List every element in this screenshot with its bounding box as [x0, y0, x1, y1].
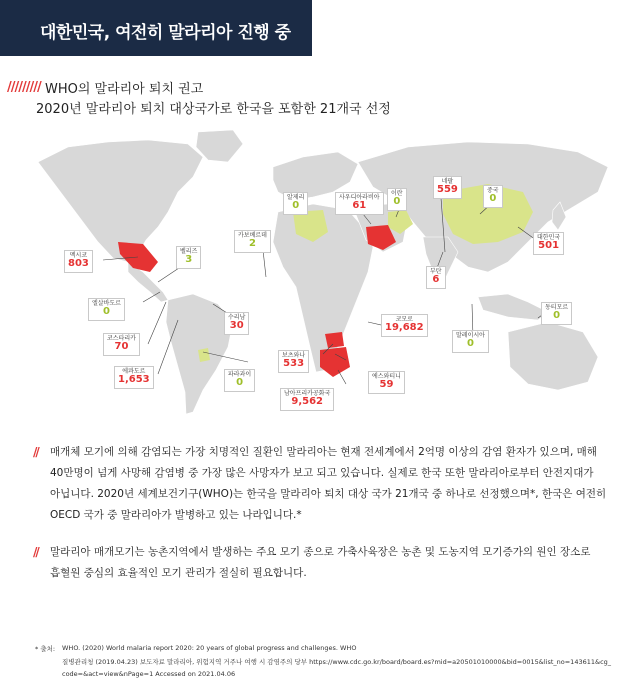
footnote-line1: WHO. (2020) World malaria report 2020: 20 years of global progress and challenges. WHO — [62, 644, 357, 652]
label-malaysia-value: 0 — [467, 338, 474, 350]
label-costa-rica — [103, 333, 140, 356]
label-timor-leste — [541, 302, 572, 325]
label-eswatini-value: 59 — [379, 379, 394, 391]
label-saudi-arabia-name: 사우디아라비아 — [339, 194, 380, 201]
label-costa-rica-value: 70 — [114, 341, 129, 353]
label-china-name: 중국 — [487, 187, 499, 194]
world-map — [28, 122, 618, 422]
label-botswana-value: 533 — [283, 358, 305, 370]
australia-shape — [508, 322, 598, 390]
label-nepal-value: 559 — [437, 184, 458, 196]
label-saudi-arabia — [335, 192, 384, 215]
para1 — [50, 442, 615, 526]
para1-line3: 아닙니다. 2020년 세계보건기구(WHO)는 한국을 말라리아 퇴치 대상 국가 21개국 중 하나로 선정했으며*, 한국은 여전히 — [50, 488, 607, 500]
label-malaysia — [452, 330, 489, 353]
label-comoros — [381, 314, 428, 337]
label-china-value: 0 — [489, 193, 497, 205]
label-mexico-name: 멕시코 — [69, 252, 88, 259]
footnote-label: * 출처: — [35, 645, 56, 653]
subtitle-line2: 2020년 말라리아 퇴치 대상국가로 한국을 포함한 21개국 선정 — [36, 102, 391, 117]
label-bhutan — [426, 266, 446, 289]
label-south-africa-name: 남아프리카공화국 — [284, 390, 331, 397]
label-korea-value: 501 — [538, 240, 560, 252]
sea-islands-shape — [478, 294, 548, 320]
subtitle-slashes: ///////// — [7, 80, 41, 95]
label-malaysia-name: 말레이시아 — [456, 332, 485, 339]
label-china — [483, 185, 503, 208]
label-comoros-name: 코모로 — [395, 316, 413, 323]
label-cabo-verde-name: 카보베르데 — [238, 232, 267, 239]
label-el-salvador-value: 0 — [103, 306, 110, 318]
label-belize — [176, 246, 201, 269]
label-iran — [387, 188, 407, 211]
label-timor-leste-value: 0 — [553, 310, 561, 322]
label-ecuador — [114, 366, 154, 389]
para2-mark: // — [33, 545, 38, 559]
para2-line2: 흡혈원 중심의 효율적인 모기 관리가 절실히 필요합니다. — [50, 567, 307, 579]
label-el-salvador — [88, 298, 125, 321]
paraguay-highlight — [198, 348, 210, 362]
label-el-salvador-name: 엘살바도르 — [92, 300, 121, 307]
label-nepal — [433, 176, 462, 199]
label-ecuador-value: 1,653 — [118, 374, 150, 386]
para1-line1: 매개체 모기에 의해 감염되는 가장 치명적인 질환인 말라리아는 현재 전세계에서 2억명 이상의 감염 환자가 있으며, 매해 — [50, 446, 597, 458]
label-cabo-verde — [234, 230, 271, 253]
label-south-africa — [280, 388, 334, 411]
header-title: 대한민국, 여전히 말라리아 진행 중 — [40, 23, 291, 43]
label-nepal-name: 네팔 — [441, 178, 454, 185]
para2 — [50, 542, 615, 584]
label-bhutan-value: 6 — [432, 274, 440, 286]
label-timor-leste-name: 동티모르 — [545, 304, 569, 311]
label-ecuador-name: 에콰도르 — [122, 368, 146, 375]
label-suriname — [224, 312, 249, 335]
label-bhutan-name: 부탄 — [430, 268, 442, 275]
footnote-line2: 질병관리청 (2019.04.23) 보도자료 말라리아, 위험지역 거주나 여행 시 감염주의 당부 https://www.cdc.go.kr/board/board.es?mid=a20501010000&bid=0015&list_no=143611&cg_ — [62, 658, 612, 666]
label-paraguay — [224, 369, 255, 392]
label-cabo-verde-value: 2 — [249, 238, 256, 250]
label-costa-rica-name: 코스타리카 — [107, 335, 136, 342]
label-suriname-value: 30 — [229, 320, 244, 332]
label-comoros-value: 19,682 — [385, 322, 424, 334]
label-algeria-value: 0 — [292, 200, 300, 212]
label-south-africa-value: 9,562 — [291, 396, 323, 408]
label-iran-value: 0 — [393, 196, 401, 208]
para1-mark: // — [33, 445, 38, 459]
label-belize-value: 3 — [185, 254, 193, 266]
label-algeria — [283, 192, 308, 215]
label-algeria-name: 알제리 — [287, 194, 305, 201]
label-saudi-arabia-value: 61 — [352, 200, 367, 212]
header-banner — [0, 0, 312, 56]
label-belize-name: 벨리즈 — [180, 248, 198, 255]
label-botswana-name: 보츠와나 — [282, 352, 306, 359]
subtitle-line1: WHO의 말라리아 퇴치 권고 — [45, 82, 204, 97]
para1-line4: OECD 국가 중 말라리아가 발병하고 있는 나라입니다.* — [50, 509, 302, 521]
footnote-line3: code=&act=view&nPage=1 Accessed on 2021.04.06 — [62, 670, 236, 678]
label-paraguay-name: 파라과이 — [228, 371, 252, 378]
botswana-highlight — [325, 332, 344, 348]
label-mexico-value: 803 — [68, 258, 89, 270]
label-botswana — [278, 350, 309, 373]
para2-line1: 말라리아 매개모기는 농촌지역에서 발생하는 주요 모기 종으로 가축사육장은 농촌 및 도농지역 모기증가의 원인 장소로 — [50, 546, 591, 558]
south-africa-highlight — [320, 347, 350, 377]
para1-line2: 40만명이 넘게 사망해 감염병 중 가장 많은 사망자가 보고 되고 있습니다. 실제로 한국 또한 말라리아로부터 안전지대가 — [50, 467, 594, 479]
label-eswatini-name: 에스와티니 — [372, 373, 401, 380]
label-korea-name: 대한민국 — [537, 234, 561, 241]
label-korea — [533, 232, 564, 255]
label-mexico — [64, 250, 93, 273]
label-iran-name: 이란 — [391, 190, 403, 197]
label-paraguay-value: 0 — [236, 377, 244, 389]
label-suriname-name: 수리남 — [228, 314, 246, 321]
label-eswatini — [368, 371, 405, 394]
